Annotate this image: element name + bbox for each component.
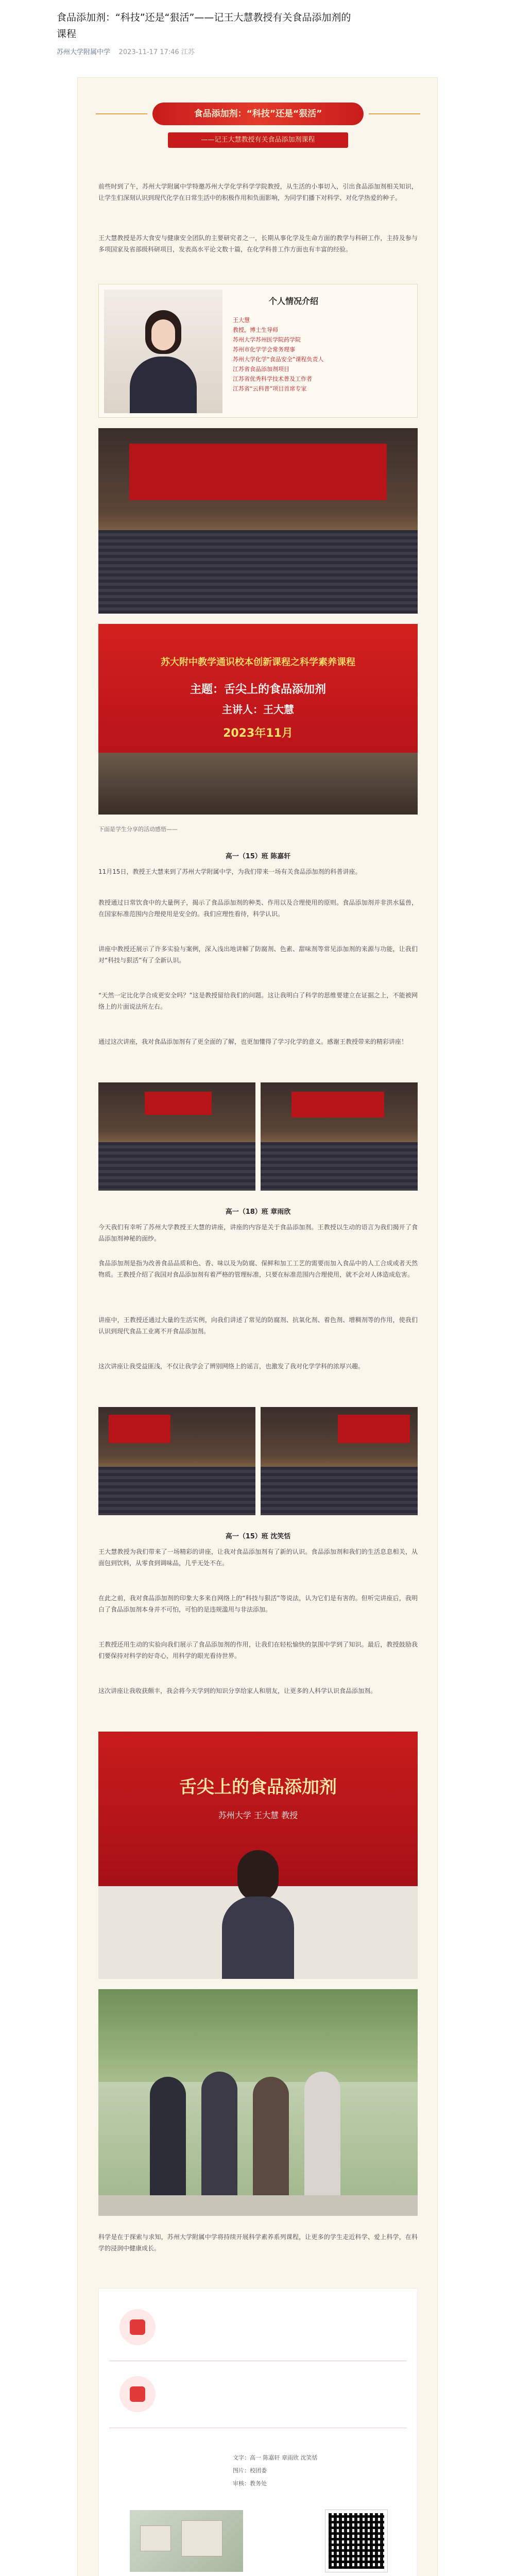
profile-line: 苏州大学苏州医学院药学院 — [233, 336, 301, 343]
closing-paragraph: 科学是在于探索与求知，苏州大学附属中学将持续开展科学素养系列课程，让更多的学生走近科学、爱上科学，在科学的浸润中健康成长。 — [98, 2233, 418, 2252]
section-paragraph: 这次讲座让我受益匪浅，不仅让我学会了辨别网络上的谣言，也激发了我对化学学科的浓厚兴趣。 — [98, 1363, 365, 1370]
credit-line: 图片：校团委 — [233, 2467, 267, 2474]
profile-line: 苏州市化学学会常务理事 — [233, 346, 295, 353]
profile-line: 江苏省优秀科学技术普及工作者 — [233, 376, 312, 382]
banner-decor-line — [369, 113, 420, 114]
icon-inner — [130, 2386, 145, 2402]
profile-heading: 个人情况介绍 — [269, 296, 319, 306]
classroom-photo — [261, 1082, 418, 1191]
section-paragraph: 在此之前，我对食品添加剂的印象大多来自网络上的“科技与狠活”等说法，认为它们是有害的。但听完讲座后，我明白了食品添加剂本身并不可怕，可怕的是违规滥用与非法添加。 — [98, 1595, 418, 1613]
stage-screen — [129, 444, 387, 500]
section-title: 高一（15）班 陈嘉轩 — [225, 853, 291, 860]
poster-line: 主讲人：王大慧 — [222, 703, 294, 716]
classroom-photo — [98, 1082, 255, 1191]
section-paragraph: 讲座中，王教授还通过大量的生活实例，向我们讲述了常见的防腐剂、抗氧化剂、着色剂、增稠剂等的作用，使我们认识到现代食品工业离不开食品添加剂。 — [98, 1316, 418, 1335]
lecture-hall-photo — [98, 428, 418, 614]
article-header — [57, 9, 458, 56]
section-title: 高一（15）班 沈笑恬 — [225, 1533, 291, 1540]
poster-line: 苏大附中教学通识校本创新课程之科学素养课程 — [161, 657, 355, 668]
stage-screen — [109, 1415, 170, 1443]
poster-line: 2023年11月 — [223, 727, 293, 740]
section-paragraph: 11月15日，教授王大慧来到了苏州大学附属中学，为我们带来一场有关食品添加剂的科普讲座。 — [98, 868, 362, 875]
footer-card — [98, 2288, 418, 2576]
section-paragraph: 这次讲座让我收获颇丰，我会将今天学到的知识分享给家人和朋友，让更多的人科学认识食品添加剂。 — [98, 1687, 377, 1694]
profile-card — [98, 284, 418, 418]
building-shape — [181, 2520, 222, 2556]
ground — [98, 2195, 418, 2216]
audience-rows — [261, 1142, 418, 1191]
title-line-2: 课程 — [57, 28, 77, 40]
event-poster-photo — [98, 624, 418, 815]
profile-line: 江苏省“云科普”项目首席专家 — [233, 385, 307, 392]
section-paragraph: 王大慧教授为我们带来了一场精彩的讲座，让我对食品添加剂有了新的认识。食品添加剂和我们的生活息息相关，从面包到饮料，从零食到调味品，几乎无处不在。 — [98, 1548, 418, 1567]
person-figure — [150, 2077, 186, 2211]
intro-paragraph: 前些时到了午，苏州大学附属中学特邀苏州大学化学科学学院教授，从生活的小事切入，引出食品添加剂相关知识，让学生们深刻认识到现代化学在日常生活中的积极作用和负面影响，为同学们播下对科学、对化学热爱的种子。 — [98, 183, 418, 201]
credit-line: 审核：教务处 — [233, 2480, 267, 2487]
group-photo — [98, 1989, 418, 2216]
person-figure — [201, 2072, 237, 2211]
profile-line: 王大慧 — [233, 317, 250, 324]
lecture-photo — [98, 1407, 255, 1515]
stage-screen — [291, 1092, 384, 1117]
qr-code-icon[interactable] — [325, 2510, 387, 2572]
logo-inner — [130, 2319, 145, 2335]
profile-line: 江苏省食品添加剂项目 — [233, 366, 289, 372]
article-body — [77, 77, 438, 2576]
section-title: 高一（18）班 章雨欣 — [225, 1208, 291, 1216]
section-paragraph: “天然一定比化学合成更安全吗？”这是教授留给我们的问题。这让我明白了科学的思维要建立在证据之上，不能被网络上的片面说法所左右。 — [98, 992, 418, 1010]
section-paragraph: 教授通过日常饮食中的大量例子，揭示了食品添加剂的种类、作用以及合理使用的原则。食品添加剂并非洪水猛兽，在国家标准范围内合理使用是安全的。我们应理性看待，科学认识。 — [98, 899, 418, 918]
section-paragraph: 食品添加剂是指为改善食品品质和色、香、味以及为防腐、保鲜和加工工艺的需要而加入食品中的人工合成或者天然物质。王教授介绍了我国对食品添加剂有着严格的管理标准，只要在标准范围内合理使用，就不会对人体造成危害。 — [98, 1260, 418, 1278]
school-logo-icon — [119, 2309, 156, 2345]
profile-lines — [233, 315, 408, 394]
publish-date: 2023-11-17 17:46 江苏 — [118, 48, 195, 56]
banner-decor-line — [96, 113, 147, 114]
section-paragraph: 今天我们有幸听了苏州大学教授王大慧的讲座，讲座的内容是关于食品添加剂。王教授以生动的语言为我们揭开了食品添加剂神秘的面纱。 — [98, 1224, 418, 1242]
building-shape — [140, 2526, 171, 2551]
audience-rows — [98, 1142, 255, 1191]
stage-screen — [338, 1415, 410, 1443]
speaker-slide-photo — [98, 1732, 418, 1979]
speaker-figure — [222, 1896, 294, 1979]
title-line-1: 食品添加剂：“科技”还是“狠活”——记王大慧教授有关食品添加剂的 — [57, 12, 351, 23]
poster-stage — [98, 753, 418, 815]
poster-line: 主题：舌尖上的食品添加剂 — [190, 683, 326, 696]
profile-line: 苏州大学化学“食品安全”课程负责人 — [233, 356, 324, 363]
edit-icon — [119, 2376, 156, 2412]
account-name-link[interactable]: 苏州大学附属中学 — [57, 48, 111, 56]
title-banner — [91, 88, 425, 165]
lecture-photo — [261, 1407, 418, 1515]
banner-sub-text: ——记王大慧教授有关食品添加剂课程 — [168, 132, 348, 148]
person-figure — [304, 2072, 340, 2211]
caption: 下面是学生分享的活动感悟—— — [98, 826, 178, 833]
stage-screen — [145, 1092, 212, 1115]
audience-rows — [98, 530, 418, 614]
speaker-figure — [237, 1850, 279, 1902]
credit-line: 文字：高一 陈嘉轩 章雨欣 沈笑恬 — [233, 2454, 318, 2461]
campus-illustration — [130, 2510, 243, 2572]
profile-line: 教授，博士生导师 — [233, 327, 278, 333]
trees-background — [98, 1989, 418, 2082]
slide-sub: 苏州大学 王大慧 教授 — [218, 1810, 298, 1820]
section-paragraph: 王教授还用生动的实验向我们展示了食品添加剂的作用，让我们在轻松愉快的氛围中学到了知识。最后，教授鼓励我们要保持对科学的好奇心，用科学的眼光看待世界。 — [98, 1641, 418, 1659]
audience-rows — [261, 1467, 418, 1516]
slide-title: 舌尖上的食品添加剂 — [179, 1777, 337, 1798]
intro-paragraph: 王大慧教授是苏大食安与健康安全团队的主要研究者之一，长期从事化学及生命方面的教学与科研工作，主持及参与多项国家及省部级科研项目，发表高水平论文数十篇，在化学科普工作方面也有丰富的经验。 — [98, 234, 418, 253]
person-figure — [130, 357, 197, 413]
person-figure — [151, 319, 175, 350]
audience-rows — [98, 1467, 255, 1516]
article-meta — [57, 46, 458, 56]
banner-main-text: 食品添加剂：“科技”还是“狠活” — [152, 103, 364, 125]
article-title — [57, 9, 458, 42]
professor-photo — [104, 290, 222, 413]
section-paragraph: 通过这次讲座，我对食品添加剂有了更全面的了解，也更加懂得了学习化学的意义。感谢王教授带来的精彩讲座！ — [98, 1038, 408, 1045]
person-figure — [253, 2077, 289, 2211]
section-paragraph: 讲座中教授还展示了许多实验与案例，深入浅出地讲解了防腐剂、色素、甜味剂等常见添加剂的来源与功能，让我们对“科技与狠活”有了全新认识。 — [98, 945, 418, 964]
